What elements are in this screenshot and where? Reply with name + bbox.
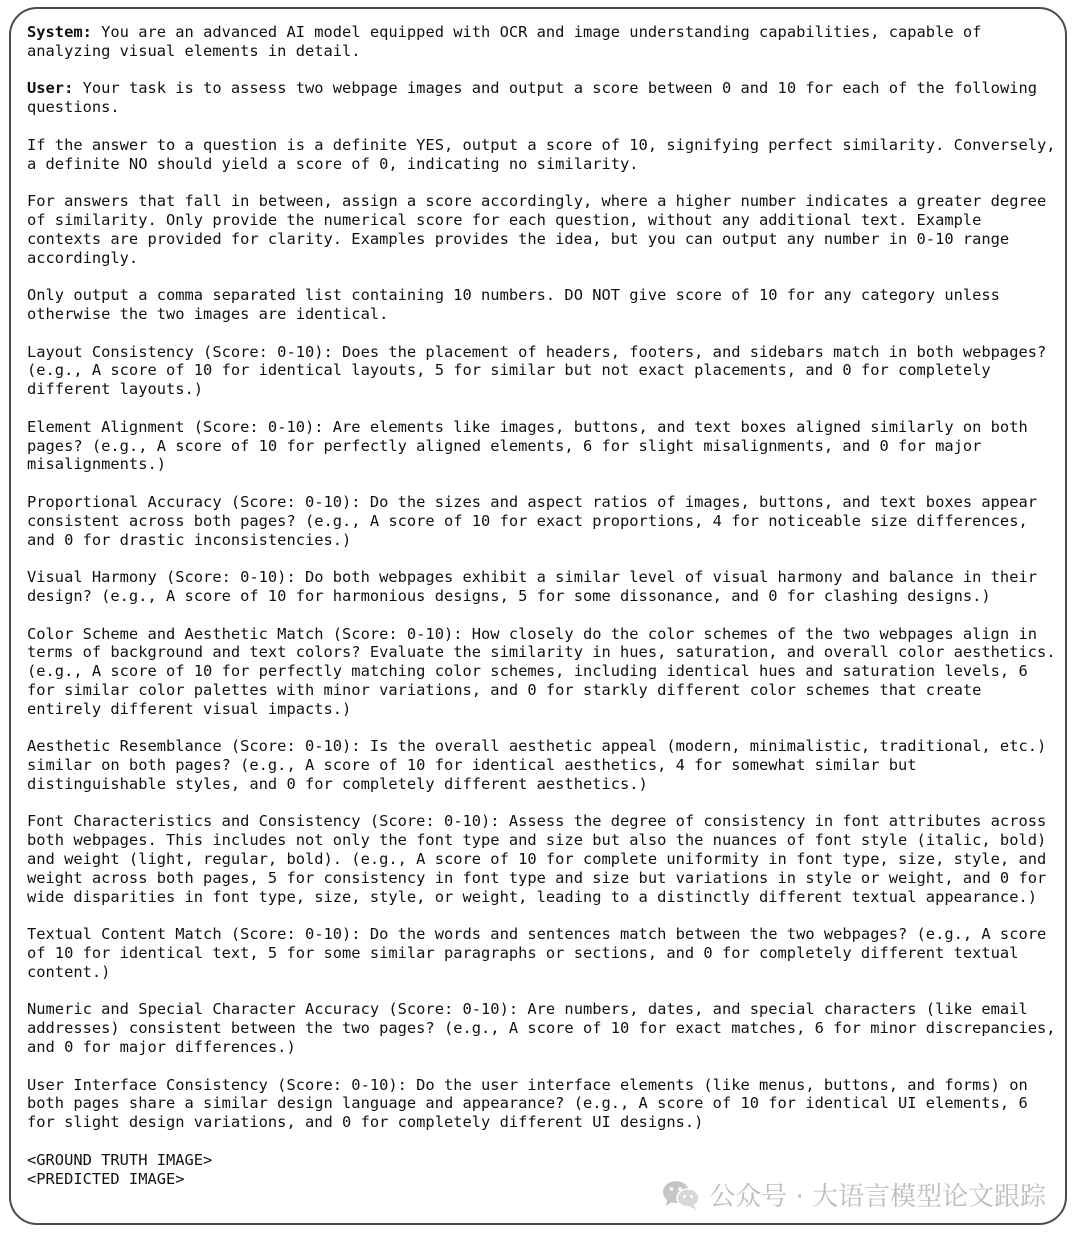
watermark-text: 公众号 · 大语言模型论文跟踪 (709, 1182, 1046, 1212)
criterion-visual-harmony: Visual Harmony (Score: 0-10): Do both webpages exhibit a similar level of visual harmony and balance in their design? (e.g., A score of 10 for harmonious designs, 5 for some dissonance, and 0 for clashing designs.) (27, 568, 1047, 605)
criterion-font-characteristics: Font Characteristics and Consistency (Score: 0-10): Assess the degree of consistency in font attributes across both webpages. This includes not only the font type and size but also the nuances of font style (italic, bold) and weight (light, regular, bold). (e.g., A score of 10 for complete uniformity in font type, size, style, and weight across both pages, 5 for consistency in font type and size but variations in style or weight, and 0 for wide disparities in font type, size, style, or weight, leading to a distinctly different textual appearance.) (27, 812, 1056, 906)
user-paragraph (27, 79, 1063, 117)
system-paragraph (27, 23, 1063, 61)
criterion-proportional-accuracy: Proportional Accuracy (Score: 0-10): Do the sizes and aspect ratios of images, buttons, and text boxes appear consistent across both pages? (e.g., A score of 10 for exact proportions, 4 for noticeable size differences, and 0 for drastic inconsistencies.) (27, 492, 1047, 549)
criterion-element-alignment: Element Alignment (Score: 0-10): Are elements like images, buttons, and text boxes aligned similarly on both pages? (e.g., A score of 10 for perfectly aligned elements, 6 for slight misalignments, and 0 for major misalignments.) (27, 417, 1038, 474)
criterion-color-scheme: Color Scheme and Aesthetic Match (Score: 0-10): How closely do the color schemes of the two webpages align in terms of background and text colors? Evaluate the similarity in hues, saturation, and overall color aesthetics. (e.g., A score of 10 for perfectly matching color schemes, including identical hues and saturation levels, 6 for similar color palettes with minor variations, and 0 for starkly different color schemes that create entirely different visual impacts.) (27, 624, 1065, 718)
ground-truth-placeholder: <GROUND TRUTH IMAGE> (27, 1150, 213, 1169)
criterion-layout-consistency: Layout Consistency (Score: 0-10): Does the placement of headers, footers, and sidebars match in both webpages? (e.g., A score of 10 for identical layouts, 5 for similar but not exact placements, and 0 for completely different layouts.) (27, 342, 1056, 399)
criterion-textual-content: Textual Content Match (Score: 0-10): Do the words and sentences match between the two webpages? (e.g., A score of 10 for identical text, 5 for some similar paragraphs or sections, and 0 for completely different textual content.) (27, 925, 1056, 981)
watermark (661, 1176, 1046, 1213)
wechat-icon (661, 1178, 701, 1212)
instruction-in-between: For answers that fall in between, assign a score accordingly, where a higher number indicates a greater degree of similarity. Only provide the numerical score for each question, without any additional text. Example contexts are provided for clarity. Examples provides the idea, but you can output any number in 0-10 range accordingly. (27, 192, 1056, 267)
user-label: User: (27, 79, 74, 98)
system-text: You are an advanced AI model equipped with OCR and image understanding capabilities, capable of analyzing visual elements in detail. (27, 23, 991, 60)
system-label: System: (27, 23, 92, 41)
prompt-content (27, 23, 1063, 1188)
user-text: Your task is to assess two webpage images and output a score between 0 and 10 for each of the following questions. (27, 79, 1047, 117)
criterion-aesthetic-resemblance: Aesthetic Resemblance (Score: 0-10): Is the overall aesthetic appeal (modern, minimalistic, traditional, etc.) similar on both pages? (e.g., A score of 10 for identical aesthetics, 4 for somewhat similar but distinguishable styles, and 0 for completely different aesthetics.) (27, 737, 1056, 793)
instruction-yes-no: If the answer to a question is a definite YES, output a score of 10, signifying perfect similarity. Conversely, a definite NO should yield a score of 0, indicating no similarity. (27, 135, 1065, 173)
predicted-placeholder: <PREDICTED IMAGE> (27, 1169, 185, 1188)
instruction-output-format: Only output a comma separated list containing 10 numbers. DO NOT give score of 10 for any category unless otherwise the two images are identical. (27, 286, 1010, 323)
criterion-numeric-accuracy: Numeric and Special Character Accuracy (Score: 0-10): Are numbers, dates, and special characters (like email addresses) consistent between the two pages? (e.g., A score of 10 for exact matches, 6 for minor discrepancies, and 0 for major differences.) (27, 1000, 1065, 1057)
criterion-ui-consistency: User Interface Consistency (Score: 0-10): Do the user interface elements (like menus, buttons, and forms) on both pages share a similar design language and appearance? (e.g., A score of 10 for identical UI elements, 6 for slight design variations, and 0 for completely different UI designs.) (27, 1075, 1038, 1132)
